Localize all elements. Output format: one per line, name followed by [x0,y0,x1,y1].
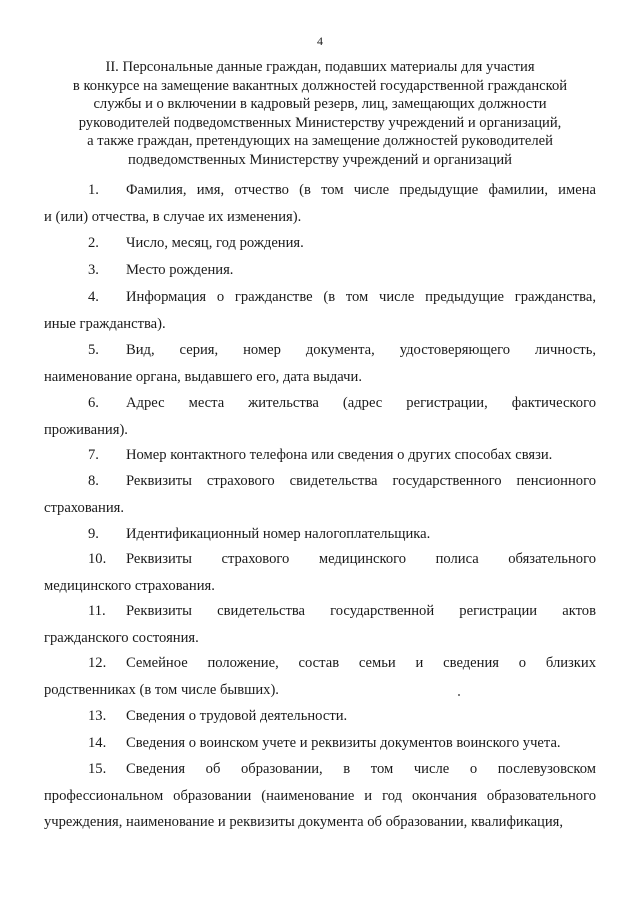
list-item-number: 9. [88,526,99,542]
list-item-number: 11. [88,603,106,619]
list-item-number: 7. [88,447,99,463]
list-item-number: 14. [88,735,107,751]
list-item [44,442,596,469]
list-item-number: 13. [88,708,107,724]
list-item-continuation: медицинского страхования. [44,577,215,594]
list-item-number: 15. [88,761,107,777]
list-item-number: 8. [88,473,99,489]
list-item-text: Место рождения. [126,262,234,278]
list-item-first-line [44,177,596,204]
list-item-number: 4. [88,289,99,305]
list-item [44,730,596,757]
heading-line: службы и о включении в кадровый резерв, лиц, замещающих должности [93,96,547,113]
list-item [44,284,596,337]
list-item-number: 12. [88,655,107,671]
list-item-first-line [44,598,596,625]
list-item-continuation: наименование органа, выдавшего его, дата выдачи. [44,368,362,385]
list-item-first-line [44,546,596,573]
list-item [44,756,596,836]
list-item-first-line [44,257,596,284]
list-item-number: 10. [88,551,107,567]
list-item [44,703,596,730]
list-item-continuation: учреждения, наименование и реквизиты документа об образовании, квалификация, [44,814,564,830]
list-item-text: Идентификационный номер налогоплательщика. [126,526,431,542]
list-item-continuation: и (или) отчества, в случае их изменения). [44,208,302,225]
list-item-number: 6. [88,395,99,411]
list-item-text: Сведения о трудовой деятельности. [126,708,348,724]
list-item-first-line [44,230,596,257]
list-item [44,598,596,651]
list-item-text: Реквизиты свидетельства государственной регистрации актов [126,603,596,619]
list-item-first-line [44,390,596,417]
list-item-text: Число, месяц, год рождения. [126,235,304,251]
scan-speck [458,694,460,696]
list-item [44,177,596,230]
list-item-text: Номер контактного телефона или сведения о других способах связи. [126,447,553,463]
list-item-first-line [44,756,596,783]
list-item [44,521,596,548]
list-item-text: Семейное положение, состав семьи и сведения о близких [126,655,596,671]
list-item-first-line [44,468,596,495]
list-item-first-line [44,442,596,469]
list-item-text: Адрес места жительства (адрес регистрации, фактического [126,395,596,411]
heading-line: а также граждан, претендующих на замещение должностей руководителей [87,133,553,150]
list-item-continuation: профессиональном образовании (наименование и год окончания образовательного [44,787,596,804]
heading-line: II. Персональные данные граждан, подавших материалы для участия [105,59,535,75]
list-item-continuation: родственниках (в том числе бывших). [44,681,279,698]
list-item-first-line [44,337,596,364]
list-item-first-line [44,521,596,548]
list-item [44,337,596,390]
list-item-text: Сведения о воинском учете и реквизиты документов воинского учета. [126,735,561,751]
list-item-first-line [44,284,596,311]
list-item-text: Сведения об образовании, в том числе о послевузовском [126,761,596,777]
page-number: 4 [317,34,323,48]
list-item-text: Вид, серия, номер документа, удостоверяющего личность, [126,342,596,358]
list-item-continuation: гражданского состояния. [44,629,199,646]
list-item [44,546,596,599]
list-item-number: 1. [88,182,99,198]
list-item-continuation: иные гражданства). [44,315,166,332]
heading-line: в конкурсе на замещение вакантных должностей государственной гражданской [72,77,568,94]
list-item-number: 5. [88,342,99,358]
list-item [44,468,596,521]
list-item-text: Информация о гражданстве (в том числе предыдущие гражданства, [126,289,596,305]
list-item [44,257,596,284]
list-item-continuation: страхования. [44,499,125,516]
list-item-number: 3. [88,262,99,278]
list-item-text: Фамилия, имя, отчество (в том числе предыдущие фамилии, имена [126,182,596,198]
list-item-text: Реквизиты страхового свидетельства государственного пенсионного [126,473,596,489]
list-item [44,230,596,257]
list-item-text: Реквизиты страхового медицинского полиса обязательного [126,551,596,567]
heading-line: подведомственных Министерству учреждений и организаций [128,151,512,168]
list-item-first-line [44,703,596,730]
list-item [44,650,596,703]
heading-line: руководителей подведомственных Министерству учреждений и организаций, [78,114,562,131]
list-item [44,390,596,443]
list-item-first-line [44,650,596,677]
section-heading [40,58,600,170]
list-item-continuation: проживания). [44,421,128,438]
list-item-first-line [44,730,596,757]
list-item-number: 2. [88,235,99,251]
